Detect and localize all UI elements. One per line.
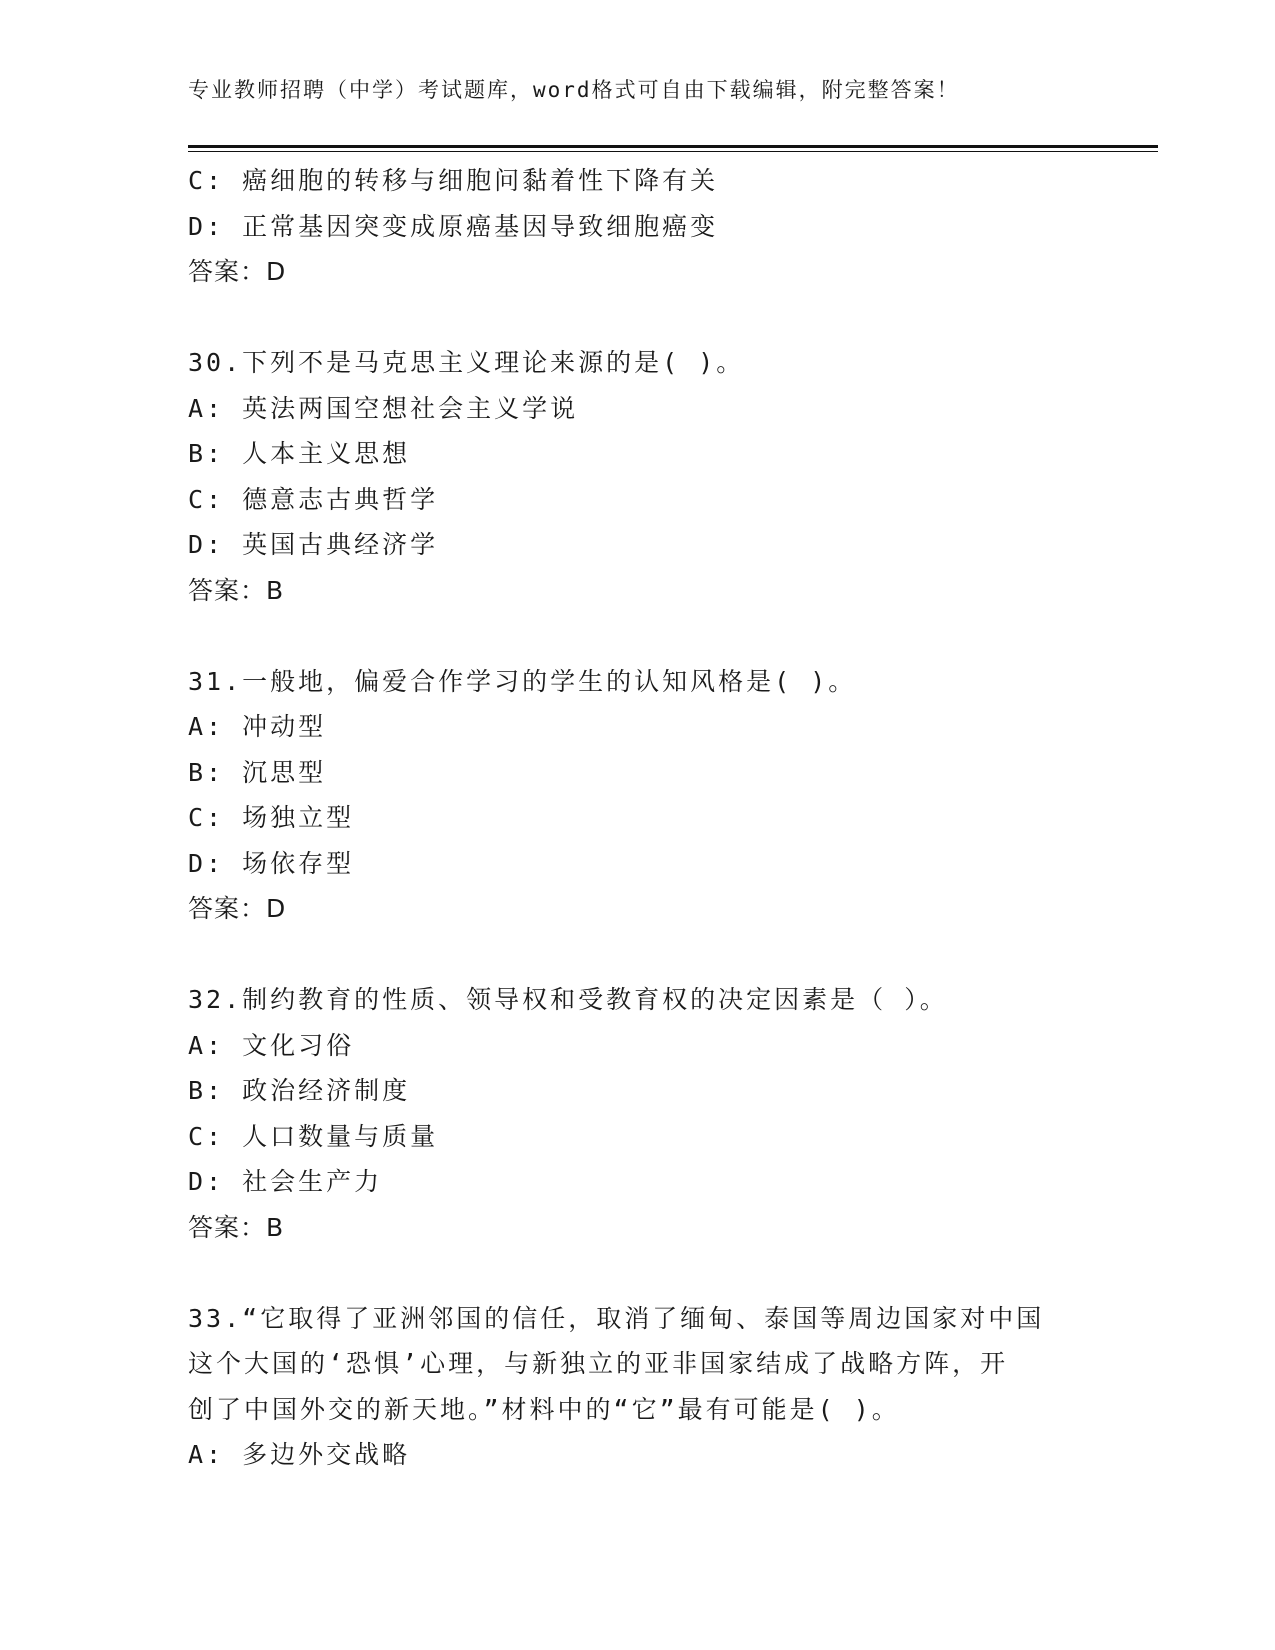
option-a: A: 多边外交战略 xyxy=(188,1440,411,1469)
option-d: D: 英国古典经济学 xyxy=(188,530,439,559)
question-stem-line: 创了中国外交的新天地。”材料中的“它”最有可能是( )。 xyxy=(188,1394,900,1424)
question-33 xyxy=(188,1296,1088,1478)
option-d: D: 社会生产力 xyxy=(188,1167,383,1196)
option-a: A: 文化习俗 xyxy=(188,1030,355,1060)
answer: 答案：B xyxy=(188,575,285,605)
question-29-tail xyxy=(188,158,1088,295)
option-b: B: 沉思型 xyxy=(188,757,327,787)
option-d: D: 场依存型 xyxy=(188,848,355,878)
question-stem-line: 这个大国的‘恐惧’心理，与新独立的亚非国家结成了战略方阵，开 xyxy=(188,1349,1009,1378)
answer: 答案：D xyxy=(188,894,287,923)
question-stem: 30.下列不是马克思主义理论来源的是( )。 xyxy=(188,348,745,377)
question-30 xyxy=(188,340,1088,613)
option-b: B: 政治经济制度 xyxy=(188,1076,411,1105)
option-a: A: 英法两国空想社会主义学说 xyxy=(188,393,579,423)
option-d: D: 正常基因突变成原癌基因导致细胞癌变 xyxy=(188,211,719,241)
option-c: C: 场独立型 xyxy=(188,803,355,832)
option-b: B: 人本主义思想 xyxy=(188,439,411,468)
question-stem: 31.一般地，偏爱合作学习的学生的认知风格是( )。 xyxy=(188,666,857,696)
answer: 答案：B xyxy=(188,1212,285,1242)
question-stem-line: 33.“它取得了亚洲邻国的信任，取消了缅甸、泰国等周边国家对中国 xyxy=(188,1303,1045,1333)
spacer xyxy=(188,613,1088,659)
option-c: C: 人口数量与质量 xyxy=(188,1121,439,1151)
question-content xyxy=(188,158,1088,1478)
spacer xyxy=(188,295,1088,341)
spacer xyxy=(188,1250,1088,1296)
question-32 xyxy=(188,977,1088,1250)
question-stem: 32.制约教育的性质、领导权和受教育权的决定因素是（ ）。 xyxy=(188,985,948,1014)
option-c: C: 癌细胞的转移与细胞问黏着性下降有关 xyxy=(188,166,719,195)
option-c: C: 德意志古典哲学 xyxy=(188,484,439,514)
option-a: A: 冲动型 xyxy=(188,712,327,741)
page-header: 专业教师招聘（中学）考试题库，word格式可自由下载编辑，附完整答案！ xyxy=(188,78,960,102)
answer: 答案：D xyxy=(188,257,287,286)
header-rule-thin xyxy=(188,151,1158,152)
question-31 xyxy=(188,659,1088,932)
header-rule-thick xyxy=(188,145,1158,148)
spacer xyxy=(188,932,1088,978)
